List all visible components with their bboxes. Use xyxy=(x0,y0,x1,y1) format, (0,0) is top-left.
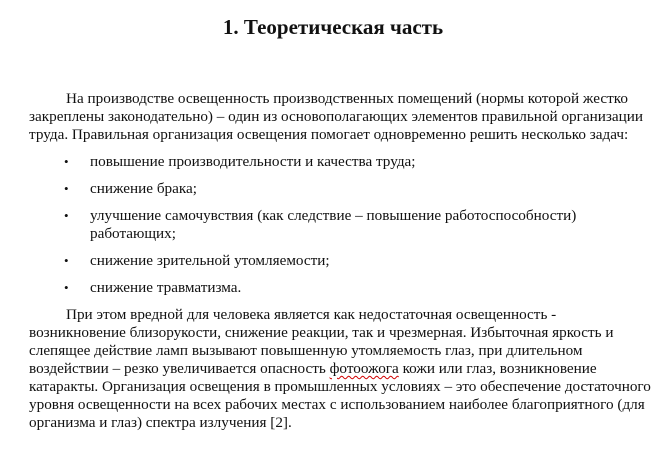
list-item-2: снижение брака; xyxy=(90,180,197,197)
intro-line-1: На производстве освещенность производственных помещений (нормы которой жестко xyxy=(66,90,628,107)
list-item-4: снижение зрительной утомляемости; xyxy=(90,252,330,269)
closing-line-5: катаракты. Организация освещения в промышленных условиях – это обеспечение достаточного xyxy=(29,378,651,395)
intro-line-2: закреплены законодательно) – один из основополагающих элементов правильной организации xyxy=(29,108,643,125)
closing-line-3: слепящее действие ламп вызывают повышенную утомляемость глаз, при длительном xyxy=(29,342,583,359)
closing-line-6: уровня освещенности на всех рабочих местах с использованием наиболее благоприятного (для xyxy=(29,396,645,413)
closing-line-4-start: воздействии – резко увеличивается опасность xyxy=(29,360,330,377)
closing-line-4-end: кожи или глаз, возникновение xyxy=(398,360,597,377)
bullet-marker-1: • xyxy=(64,154,69,169)
list-item-5: снижение травматизма. xyxy=(90,279,242,296)
closing-line-4 xyxy=(29,360,597,378)
bullet-marker-2: • xyxy=(64,181,69,196)
bullet-marker-4: • xyxy=(64,253,69,268)
spellcheck-flagged-word[interactable]: фотоожога xyxy=(329,360,399,377)
section-heading: 1. Теоретическая часть xyxy=(222,15,444,39)
intro-line-3: труда. Правильная организация освещения помогает одновременно решить несколько задач: xyxy=(29,126,629,143)
closing-line-1: При этом вредной для человека является как недостаточная освещенность - xyxy=(66,306,557,323)
closing-line-2: возникновение близорукости, снижение реакции, так и чрезмерная. Избыточная яркость и xyxy=(29,324,614,341)
list-item-3: улучшение самочувствия (как следствие – повышение работоспособности) xyxy=(90,207,577,224)
list-item-3-continued: работающих; xyxy=(90,225,177,242)
closing-line-7: организма и глаз) спектра излучения [2]. xyxy=(29,414,292,431)
bullet-marker-5: • xyxy=(64,280,69,295)
list-item-1: повышение производительности и качества труда; xyxy=(90,153,416,170)
bullet-marker-3: • xyxy=(64,208,69,223)
